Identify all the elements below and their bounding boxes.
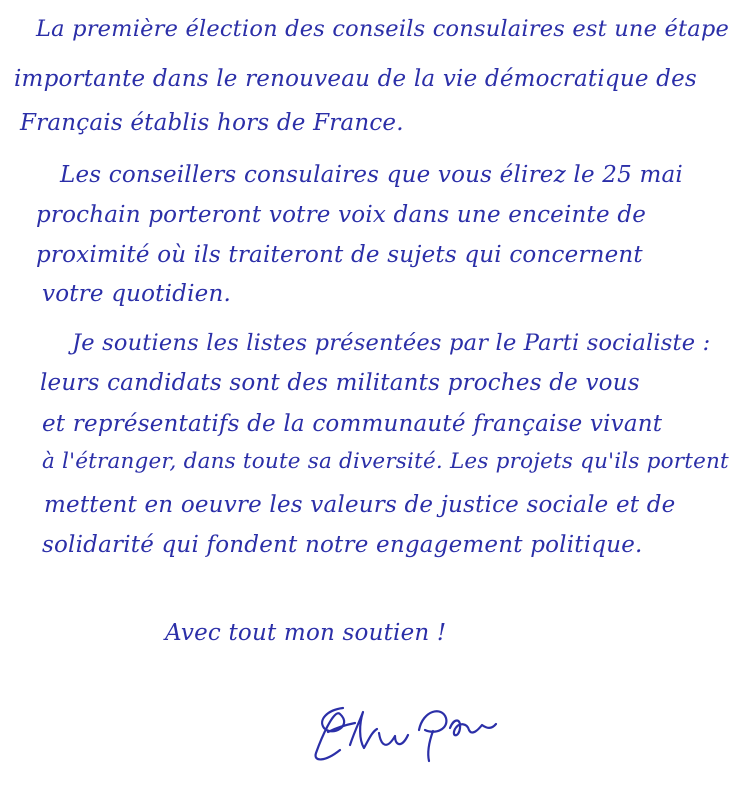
letter-line: Je soutiens les listes présentées par le Parti socialiste : [72, 330, 711, 356]
letter-line: Français établis hors de France. [20, 110, 404, 136]
letter-line: mettent en oeuvre les valeurs de justice sociale et de [44, 492, 676, 518]
letter-line: et représentatifs de la communauté française vivant [42, 411, 663, 437]
letter-line: prochain porteront votre voix dans une enceinte de [36, 202, 647, 228]
letter-line: proximité où ils traiteront de sujets qui concernent [36, 242, 643, 268]
letter-line: leurs candidats sont des militants proches de vous [40, 370, 640, 396]
letter-line: Les conseillers consulaires que vous élirez le 25 mai [60, 162, 683, 188]
letter-line: importante dans le renouveau de la vie démocratique des [14, 66, 697, 92]
letter-line: votre quotidien. [42, 281, 231, 307]
letter-line: La première élection des conseils consulaires est une étape [36, 16, 729, 42]
letter-line: à l'étranger, dans toute sa diversité. Les projets qu'ils portent [42, 449, 729, 474]
signature-mark [305, 690, 505, 770]
letter-line: solidarité qui fondent notre engagement politique. [42, 532, 643, 558]
closing-line: Avec tout mon soutien ! [165, 620, 447, 646]
